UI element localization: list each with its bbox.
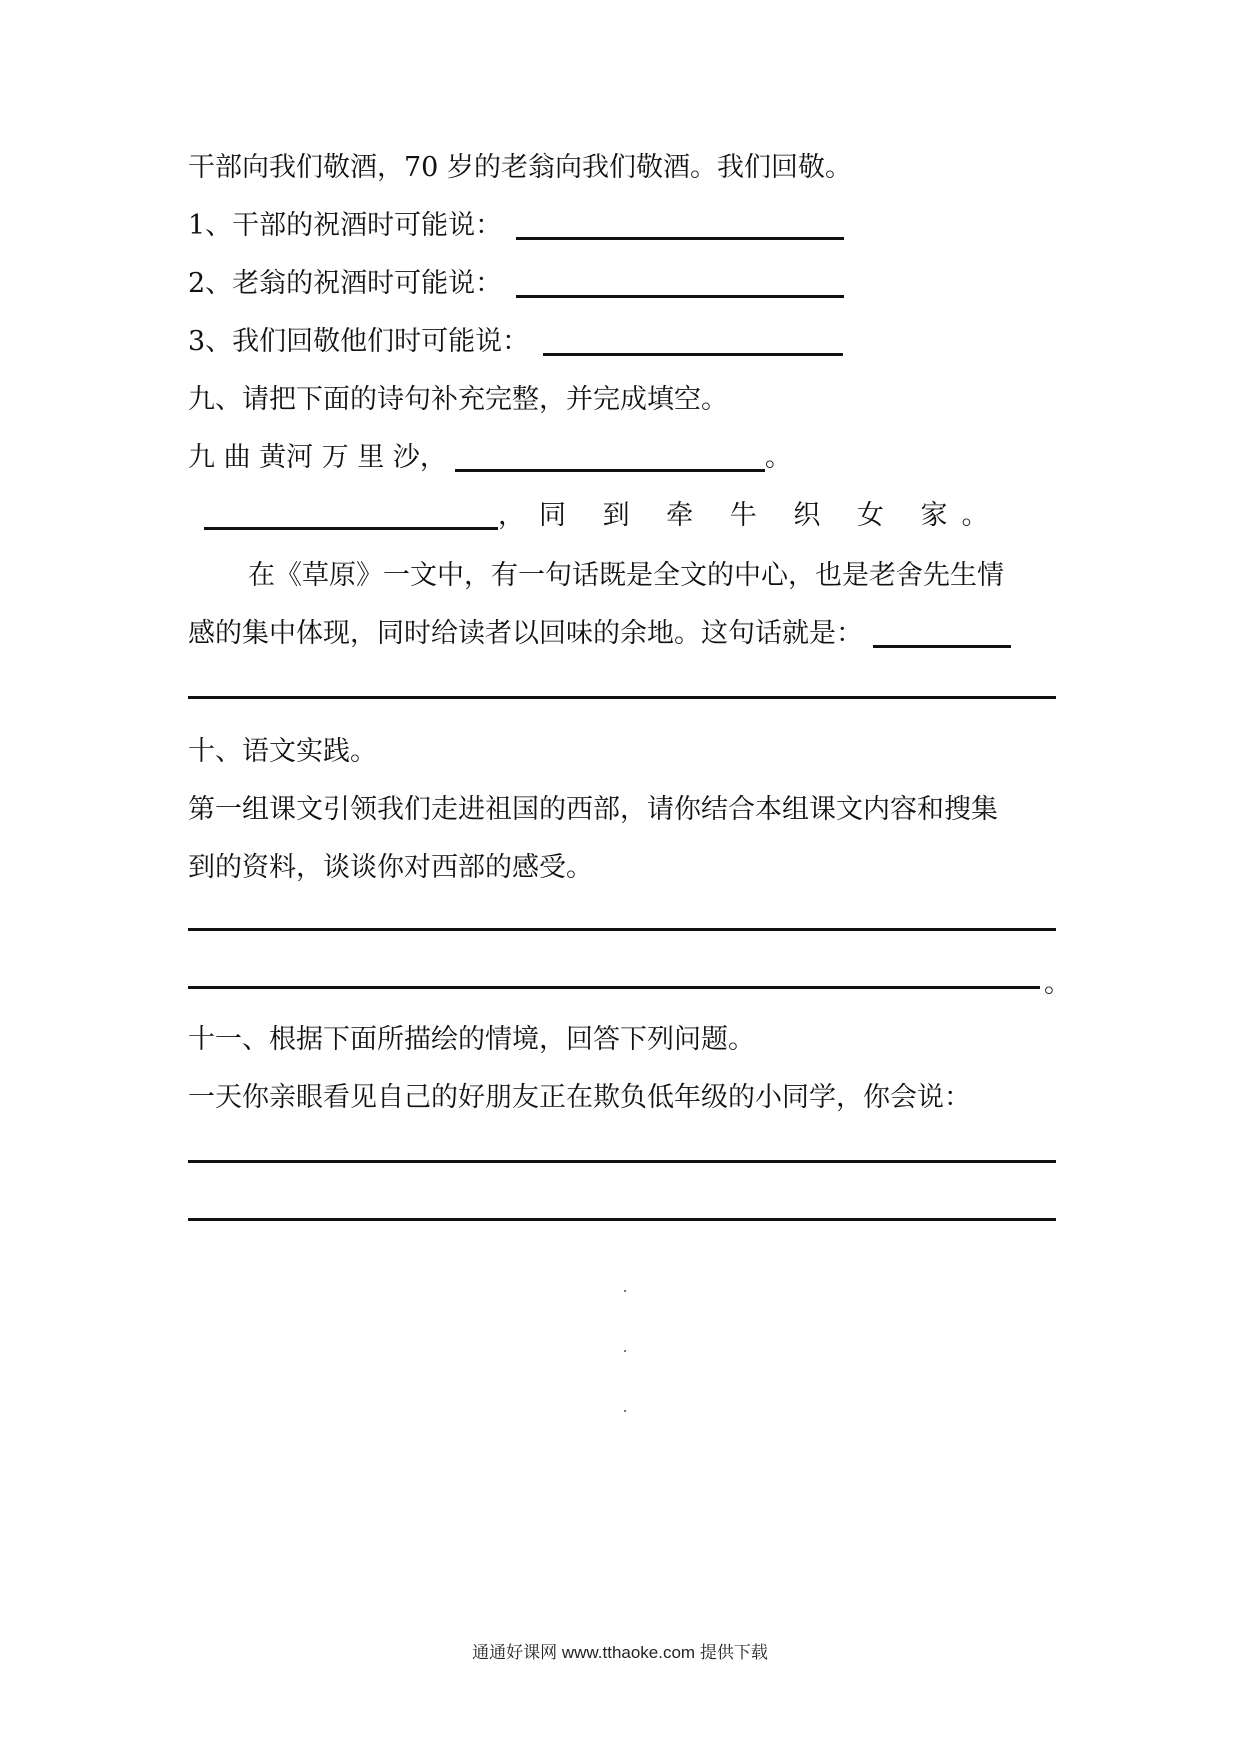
scan-speck: [624, 1290, 626, 1292]
caoyuan-blank-1[interactable]: [873, 615, 1011, 648]
scan-speck: [624, 1350, 626, 1352]
section-10-answer-line-2[interactable]: [188, 986, 1040, 989]
question-2-label: 2、老翁的祝酒时可能说：: [188, 268, 503, 299]
answer-blank-2[interactable]: [516, 265, 844, 298]
section-10-end-mark: 。: [1044, 968, 1071, 999]
poem-line-2-text: ，同 到 牵 牛 织 女 家。: [498, 500, 1003, 531]
poem-line-1-text: 九 曲 黄河 万 里 沙，: [188, 442, 447, 473]
caoyuan-answer-line[interactable]: [188, 696, 1056, 699]
poem-line-2: [204, 496, 1003, 536]
passage-intro: 干部向我们敬酒，70 岁的老翁向我们敬酒。我们回敬。: [188, 152, 852, 183]
poem-line-1-end: 。: [764, 442, 792, 473]
caoyuan-para-line-1: 在《草原》一文中，有一句话既是全文的中心，也是老舍先生情: [248, 560, 1004, 591]
section-11-answer-line-1[interactable]: [188, 1160, 1056, 1163]
footer-credit: 通通好课网 www.tthaoke.com 提供下载: [472, 1643, 768, 1662]
section-10-prompt-2: 到的资料，谈谈你对西部的感受。: [188, 852, 593, 883]
section-10-heading: 十、语文实践。: [188, 736, 377, 767]
caoyuan-para-line-2-text: 感的集中体现，同时给读者以回味的余地。这句话就是：: [188, 618, 863, 649]
scan-speck: [624, 1410, 626, 1412]
question-1-label: 1、干部的祝酒时可能说：: [188, 210, 503, 241]
answer-blank-3[interactable]: [543, 323, 843, 356]
question-3-label: 3、我们回敬他们时可能说：: [188, 326, 530, 357]
question-2: [188, 264, 844, 304]
question-3: [188, 322, 843, 362]
section-11-heading: 十一、根据下面所描绘的情境，回答下列问题。: [188, 1024, 755, 1055]
section-11-prompt: 一天你亲眼看见自己的好朋友正在欺负低年级的小同学，你会说：: [188, 1082, 971, 1113]
answer-blank-1[interactable]: [516, 207, 844, 240]
section-11-answer-line-2[interactable]: [188, 1218, 1056, 1221]
section-10-prompt-1: 第一组课文引领我们走进祖国的西部，请你结合本组课文内容和搜集: [188, 794, 998, 825]
section-9-heading: 九、请把下面的诗句补充完整，并完成填空。: [188, 384, 728, 415]
section-10-answer-line-1[interactable]: [188, 928, 1056, 931]
poem-blank-1[interactable]: [455, 439, 765, 472]
question-1: [188, 206, 844, 246]
caoyuan-para-line-2: [188, 614, 1011, 654]
poem-blank-2[interactable]: [204, 497, 498, 530]
poem-line-1: [188, 438, 792, 478]
